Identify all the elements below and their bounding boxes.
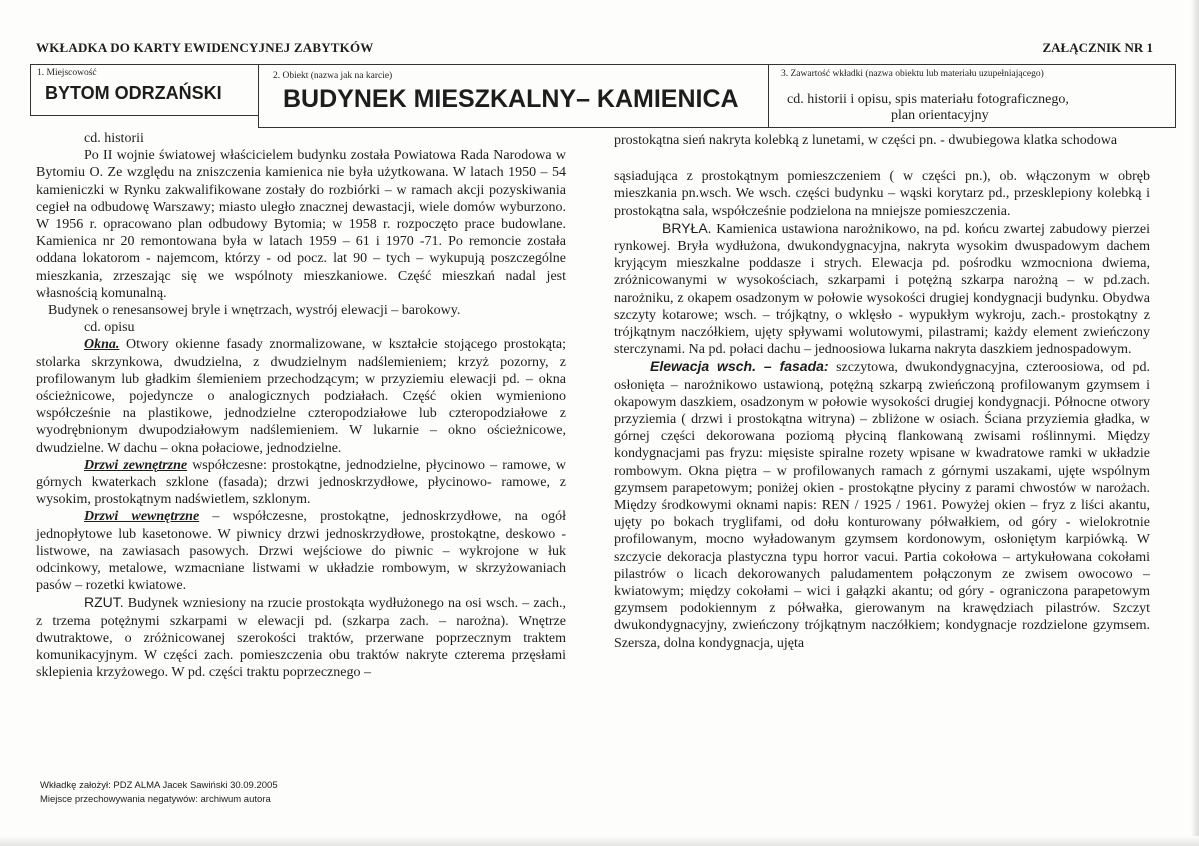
paragraph-inner-doors (36, 508, 566, 594)
right-column (614, 132, 1150, 652)
locality-label: 1. Miejscowość (37, 68, 97, 78)
paragraph-east-elevation (614, 358, 1150, 651)
footer-author: Wkładkę założył: PDZ ALMA Jacek Sawiński 30.09.2005 (40, 780, 278, 791)
paragraph-rooms: sąsiadująca z prostokątnym pomieszczeniem ( w części pn.), ob. włączonym w obręb mieszkania pn.wsch. We wsch. części budynku – wąski korytarz pd., przesklepiony kolebką i prostokątna sala, współcześnie podzielona na mniejsze pomieszczenia. (614, 169, 1150, 219)
header-bar (36, 40, 1163, 62)
paragraph-vestibule: prostokątna sień nakryta kolebką z lunetami, w części pn. - dwubiegowa klatka schodowa (614, 133, 1118, 148)
inner-doors-heading: Drzwi wewnętrzne (84, 509, 200, 525)
mass-heading: BRYŁA. (662, 219, 712, 236)
locality-value: BYTOM ODRZAŃSKI (45, 83, 222, 103)
field-locality (30, 64, 260, 116)
paragraph-history: Po II wojnie światowej właścicielem budynku została Powiatowa Rada Narodowa w Bytomiu O. Ze względu na zniszczenia kamienica nie była użytkowana. W latach 1950 – 54 kamieniczki w Rynku zakwalifikowane zostały do rozbiórki – w ramach akcji pozyskiwania cegieł na odbudowę Warszawy; miasto uległo znacznej dewastacji, wiele domów wyburzono. W 1956 r. opracowano plan odbudowy Bytomia; w 1958 r. rozpoczęto prace budowlane. Kamienica nr 20 remontowana była w latach 1959 – 61 i 1970 -71. Po remoncie została oddana lokatorom - najemcom, którzy - od pocz. lat 90 – tych – wykupują poszczególne mieszkania, zrzeszając się we wspólnoty mieszkaniowe. Część mieszkań nadal jest własnością komunalną. (36, 148, 566, 301)
paragraph-style: Budynek o renesansowej bryle i wnętrzach, wystrój elewacji – barokowy. (48, 303, 461, 319)
paragraph-mass (614, 220, 1150, 359)
cd-historii: cd. historii (84, 131, 144, 146)
attachment-number: ZAŁĄCZNIK NR 1 (1042, 40, 1153, 55)
field-object (258, 64, 770, 128)
outer-doors-heading: Drzwi zewnętrzne (84, 457, 188, 473)
object-value: BUDYNEK MIESZKALNY– KAMIENICA (283, 85, 739, 113)
outer-doors-text: współczesne: prostokątne, jednodzielne, płycinowo – ramowe, w górnych kwaterkach szklone (fasada); drzwi jednoskrzydłowe, płycinowo- ramowe, z wysokim, prostokątnym nadświetlem, szklonym. (36, 457, 566, 508)
paragraph-windows (36, 336, 566, 456)
paragraph-outer-doors (36, 457, 566, 509)
object-label: 2. Obiekt (nazwa jak na karcie) (273, 71, 393, 81)
field-contents (768, 64, 1176, 128)
card-bottom-shadow (0, 836, 1199, 846)
form-title: WKŁADKA DO KARTY EWIDENCYJNEJ ZABYTKÓW (36, 40, 374, 55)
plan-heading: RZUT. (84, 594, 124, 611)
left-column (36, 130, 566, 682)
east-elevation-text: szczytowa, dwukondygnacyjna, czteroosiowa, od pd. osłonięta – narożnikowo ustawioną, potężną szkarpą zwieńczoną profilowanym gzymsem i okapowym daszkiem, osadzonym w połowie wysokości drugiej kondygnacji. Północne otwory przyziemia ( drzwi i prostokątna witryna) – zbliżone w osiach. Ściana przyziemia gładka, w górnej części dekorowana poziomą płyciną flankowaną zwisami roślinnymi. Między kondygnacjami pas fryzu: mięsiste spiralne rozety wpisane w kwadratowe ramki w układzie rombowym. Okna piętra – w profilowanych ramach z górnymi uszakami, ujęte wspólnym gzymsem parapetowym; poniżej okien - prostokątne płyciny z parami chwostów w narożach. Między środkowymi oknami napis: REN / 1925 / 1961. Powyżej okien – fryz z liści akantu, ujęty po bokach tryglifami, od dołu konturowany półwałkiem, od góry - wielokrotnie profilowanym, mocno wyładowanym gzymsem kordonowym, osłoniętym karpiówką. W szczycie dekoracja plastyczna typu horror vacui. Partia cokołowa – artykułowana cokołami pilastrów o licach dekorowanych paludamentem połączonym ze zwisem owocowo – kwiatowym; między cokołami – wici i gałązki akantu; od góry - ograniczona parapetowym gzymsem podokiennym z półwałka, gierowanym na krawędziach pilastrów. Szczyt dwukondygnacyjny, zwieńczony trójkątnym naczółkiem; kondygnacje rozdzielone gzymsem. Szersza, dolna kondygnacja, ujęta (614, 360, 1150, 651)
windows-heading: Okna. (84, 337, 120, 353)
contents-label: 3. Zawartość wkładki (nazwa obiektu lub materiału uzupełniającego) (781, 69, 1044, 79)
windows-text: Otwory okienne fasady znormalizowane, w kształcie stojącego prostokąta; stolarka skrzynkowa, dwudzielna, z dwudzielnym nadślemieniem; krzyż pozorny, z profilowanym lub gładkim ślemieniem przechodzącym; w przyziemiu elewacji pd. – okna ościeżnicowe, pojedyncze o analogicznych podziałach. Część okien wymieniono współcześnie na plastikowe, jednodzielne czteropodziałowe lub czteropodziałowe z wyodrębnionym dwupodziałowym nadślemieniem. W lukarnie – okno ościeżnicowe, dwudzielne. W dachu – okna połaciowe, jednodzielne. (36, 337, 566, 456)
cd-opisu: cd. opisu (84, 320, 135, 336)
contents-value-line1: cd. historii i opisu, spis materiału fotograficznego, (787, 92, 1069, 107)
card-edge-shadow (1191, 0, 1199, 846)
footer-archive: Miejsce przechowywania negatywów: archiwum autora (40, 794, 271, 805)
contents-value-line2: plan orientacyjny (891, 108, 989, 123)
inner-doors-text: – współczesne, prostokątne, jednoskrzydłowe, na ogół jednopłytowe lub kasetonowe. W piwnicy drzwi jednoskrzydłowe, prostokątne, deskowo - listwowe, na zawiasach pasowych. Drzwi wejściowe do piwnic – wykrojone w łuk odcinkowy, metalowe, wzmacniane listwami w układzie rombowym, w skrzyżowaniach pasów – rozetki kwiatowe. (36, 509, 566, 594)
mass-text: Kamienica ustawiona narożnikowo, na pd. końcu zwartej zabudowy pierzei rynkowej. Bryła wydłużona, dwukondygnacyjna, nakryta wysokim dwuspadowym dachem kryjącym mieszkalne poddasze i strych. Elewacja pd. pośrodku wzmocniona dwiema, zróżnicowanymi w wysokościach, szkarpami i potężną szkarpa narożną – w pd.zach. narożniku, z okapem osadzonym w połowie wysokości drugiej kondygnacji budynku. Obydwa szczyty kotarowe; wsch. – trójkątny, o wklęsło - wypukłym wykroju, zach.- prostokątny z trójkątnym naczółkiem, ujęty spływami wolutowymi, pilastrami; każdy element zwieńczony sterczynami. Na pd. połaci dachu – jednoosiowa lukarna nakryta daszkiem jednospadowym. (614, 221, 1150, 358)
east-elevation-heading: Elewacja wsch. – fasada: (650, 358, 829, 375)
paragraph-plan (36, 594, 566, 681)
plan-text: Budynek wzniesiony na rzucie prostokąta wydłużonego na osi wsch. – zach., z trzema potężnymi szkarpami w elewacji pd. (szkarpa zach. – narożna). Wnętrze dwutraktowe, o zróżnicowanej szerokości traktów, przerwane poprzecznym traktem komunikacyjnym. W części zach. pomieszczenia obu traktów nakryte czterema przęsłami sklepienia krzyżowego. W pd. części traktu poprzecznego – (36, 596, 566, 681)
